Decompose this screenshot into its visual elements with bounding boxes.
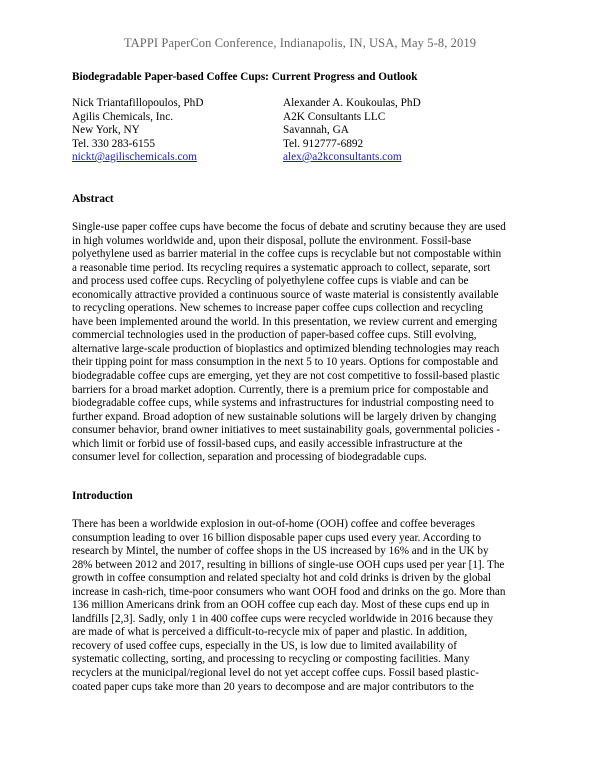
author-tel: Tel. 330 283-6155 [72, 137, 155, 150]
abstract-line: commercial technologies used in the production of paper-based coffee cups. Still evolving, [72, 329, 477, 342]
author-name: Alexander A. Koukoulas, PhD [283, 97, 421, 109]
abstract-line: polyethylene used as barrier material in the coffee cups is recyclable but not compostable within [72, 248, 502, 261]
intro-line: coated paper cups take more than 20 years to decompose and are major contributors to the [72, 680, 474, 693]
abstract-line: consumer level for collection, separation and processing of biodegradable cups. [72, 451, 427, 464]
author-block-1 [72, 97, 204, 165]
intro-line: growth in coffee consumption and related specialty hot and cold drinks is driven by the global [72, 572, 492, 585]
introduction-heading: Introduction [72, 490, 133, 502]
author-tel: Tel. 912777-6892 [283, 137, 364, 150]
abstract-line: economically attractive provided a continuous source of waste material is consistently available [72, 288, 499, 301]
author-company: Agilis Chemicals, Inc. [72, 110, 174, 123]
intro-line: research by Mintel, the number of coffee shops in the US increased by 16% and in the UK by [72, 545, 489, 558]
abstract-body [72, 221, 534, 465]
abstract-line: barriers for a broad market adoption. Currently, there is a premium price for compostable and [72, 383, 489, 396]
abstract-line: biodegradable coffee cups are emerging, yet they are not cost competitive to fossil-based plastic [72, 370, 500, 383]
abstract-line: alternative large-scale production of bioplastics and optimized blending technologies may reach [72, 342, 500, 355]
abstract-line: to recycling operations. New schemes to increase paper coffee cups collection and recycling [72, 302, 483, 315]
abstract-line: and process used coffee cups. Recycling of polyethylene coffee cups is viable and can be [72, 275, 469, 288]
conference-header: TAPPI PaperCon Conference, Indianapolis, IN, USA, May 5-8, 2019 [123, 36, 477, 50]
author-location: New York, NY [72, 124, 140, 136]
paper-title: Biodegradable Paper-based Coffee Cups: Current Progress and Outlook [72, 71, 418, 83]
intro-line: recovery of used coffee cups, especially in the US, is low due to limited availability of [72, 639, 457, 652]
author-name: Nick Triantafillopoulos, PhD [72, 97, 204, 109]
abstract-line: Single-use paper coffee cups have become the focus of debate and scrutiny because they are used [72, 221, 506, 233]
abstract-line: have been implemented around the world. In this presentation, we review current and emerging [72, 315, 498, 328]
intro-line: are made of what is perceived a difficult-to-recycle mix of paper and plastic. In addition, [72, 626, 468, 639]
intro-line: increase in cash-rich, time-poor consumers who want OOH food and drinks on the go. More than [72, 585, 506, 598]
intro-line: landfills [2,3]. Sadly, only 1 in 400 coffee cups were recycled worldwide in 2016 because they [72, 612, 494, 625]
introduction-body [72, 518, 534, 694]
abstract-line: a reasonable time period. Its recycling requires a systematic approach to collect, separate, sort [72, 261, 491, 274]
abstract-line: their tipping point for mass consumption in the next 5 to 10 years. Options for compostable and [72, 356, 499, 369]
author-email-link[interactable]: alex@a2kconsultants.com [283, 151, 402, 163]
author-block-2 [283, 97, 421, 165]
intro-line: 28% between 2012 and 2017, resulting in billions of single-use OOH cups used per year [1]. The [72, 558, 505, 571]
intro-line: recyclers at the municipal/regional level do not yet accept coffee cups. Fossil based plastic- [72, 667, 479, 680]
intro-line: There has been a worldwide explosion in out-of-home (OOH) coffee and coffee beverages [72, 518, 475, 530]
abstract-line: further expand. Broad adoption of new sustainable solutions will be largely driven by changing [72, 410, 497, 423]
abstract-line: consumer behavior, brand owner initiatives to meet sustainability goals, governmental policies - [72, 424, 501, 437]
abstract-heading: Abstract [72, 193, 114, 205]
abstract-line: biodegradable coffee cups, while systems and infrastructures for industrial composting need to [72, 397, 494, 410]
abstract-line: which limit or forbid use of fossil-based cups, and easily accessible infrastructure at the [72, 437, 463, 450]
intro-line: 136 million Americans drink from an OOH coffee cup each day. Most of these cups end up in [72, 599, 490, 612]
author-email-link[interactable]: nickt@agilischemicals.com [72, 151, 197, 163]
author-location: Savannah, GA [283, 124, 349, 136]
intro-line: systematic collecting, sorting, and processing to recycling or composting facilities. Many [72, 653, 470, 666]
author-company: A2K Consultants LLC [283, 110, 386, 123]
intro-line: consumption leading to over 16 billion disposable paper cups used every year. According to [72, 531, 482, 544]
abstract-line: in high volumes worldwide and, upon their disposal, pollute the environment. Fossil-base [72, 234, 472, 247]
